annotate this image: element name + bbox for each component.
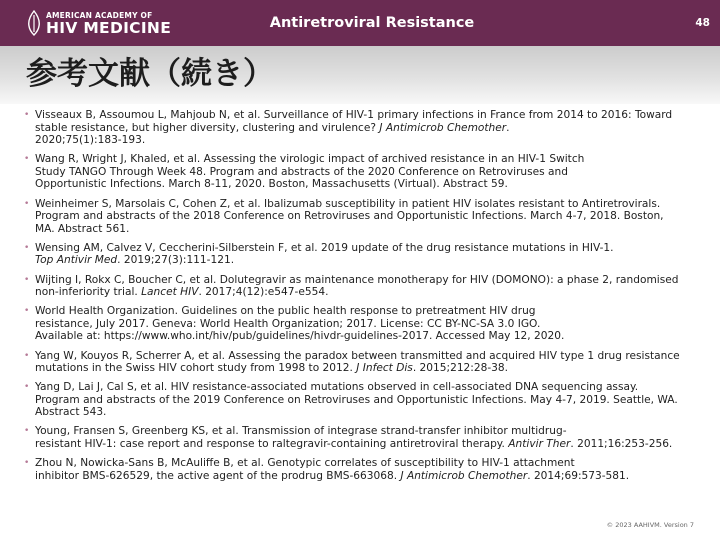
reference-citation: World Health Organization. Guidelines on the public health response to pretreatment HIV drug resistance, July 2017. Geneva: World Health Organization; 2017. License: CC BY-NC-SA 3.0 IGO. Available at: https://www.who.int/hiv/pub/guidelines/hivdr-guidelines-2017. Accessed May 12, 2020. — [35, 305, 565, 343]
reference-item — [22, 350, 712, 375]
bullet-icon: • — [24, 154, 30, 165]
reference-citation: Yang D, Lai J, Cal S, et al. HIV resistance-associated mutations observed in cell-associated DNA sequencing assay. Program and abstracts of the 2019 Conference on Retroviruses and Opportunistic Infections. May 4-7, 2019. Seattle, WA. Abstract 543. — [35, 381, 678, 419]
bullet-icon: • — [24, 198, 30, 209]
journal-name: J Antimicrob Chemother — [379, 121, 507, 134]
reference-volume: . 2011;16:253-256. — [570, 438, 673, 451]
reference-volume: . 2015;212:28-38. — [412, 362, 509, 375]
reference-item — [22, 381, 712, 419]
reference-citation: Wijting I, Rokx C, Boucher C, et al. Dolutegravir as maintenance monotherapy for HIV (DOMONO): a phase 2, randomised non-inferiority trial. — [35, 273, 679, 299]
journal-name: Lancet HIV — [141, 286, 199, 299]
logo-org-name: HIV MEDICINE — [46, 19, 172, 37]
reference-text — [35, 425, 672, 450]
bullet-icon: • — [24, 382, 30, 393]
reference-text — [35, 109, 672, 146]
reference-item — [22, 109, 712, 147]
reference-text — [35, 457, 629, 482]
reference-volume: . 2017;4(12):e547-e554. — [198, 286, 329, 299]
reference-citation: Young, Fransen S, Greenberg KS, et al. Transmission of integrase strand-transfer inhibitor multidrug- resistant HIV-1: case report and response to raltegravir-containing antiretroviral therapy. — [35, 425, 567, 451]
reference-citation: Yang W, Kouyos R, Scherrer A, et al. Assessing the paradox between transmitted and acquired HIV type 1 drug resistance mutations in the Swiss HIV cohort study from 1998 to 2012. — [35, 349, 680, 375]
reference-item — [22, 305, 712, 343]
reference-item — [22, 198, 712, 236]
copyright-notice: © 2023 AAHIVM. Version 7 — [606, 521, 694, 529]
reference-text — [35, 381, 678, 418]
reference-text — [35, 350, 680, 375]
journal-name: J Antimicrob Chemother — [400, 469, 528, 482]
reference-text — [35, 242, 614, 267]
reference-citation: Visseaux B, Assoumou L, Mahjoub N, et al. Surveillance of HIV-1 primary infections in France from 2014 to 2016: Toward stable resistance, but higher diversity, clustering and virulence? — [35, 109, 673, 134]
reference-item — [22, 242, 712, 267]
journal-name: Antivir Ther — [508, 438, 571, 451]
reference-item — [22, 425, 712, 450]
reference-volume: . 2020;75(1):183-193. — [35, 121, 510, 147]
bullet-icon: • — [24, 306, 30, 317]
reference-text — [35, 198, 664, 235]
reference-list — [22, 109, 712, 489]
reference-text — [35, 153, 584, 190]
bullet-icon: • — [24, 458, 30, 469]
reference-item — [22, 457, 712, 482]
page-number: 48 — [695, 17, 710, 29]
bullet-icon: • — [24, 426, 30, 437]
reference-citation: Zhou N, Nowicka-Sans B, McAuliffe B, et al. Genotypic correlates of susceptibility to HIV-1 attachment inhibitor BMS-626529, the active agent of the prodrug BMS-663068. — [35, 457, 575, 482]
logo-org-line: AMERICAN ACADEMY OF — [46, 11, 153, 20]
header-bar — [0, 0, 720, 46]
reference-text — [35, 274, 679, 299]
journal-name: Top Antivir Med — [35, 254, 118, 267]
reference-volume: . 2014;69:573-581. — [527, 469, 630, 482]
reference-citation: Wang R, Wright J, Khaled, et al. Assessing the virologic impact of archived resistance in an HIV-1 Switch Study TANGO Through Week 48. Program and abstracts of the 2020 Conference on Retroviruses and Opportunistic Infections. March 8-11, 2020. Boston, Massachusetts (Virtual). Abstract 59. — [35, 153, 585, 191]
bullet-icon: • — [24, 242, 30, 253]
bullet-icon: • — [24, 110, 30, 120]
bullet-icon: • — [24, 350, 30, 361]
reference-text — [35, 305, 564, 342]
slide-title: 参考文献（続き） — [26, 56, 274, 92]
bullet-icon: • — [24, 274, 30, 285]
reference-citation: Weinheimer S, Marsolais C, Cohen Z, et al. Ibalizumab susceptibility in patient HIV isolates resistant to Antiretrovirals. Program and abstracts of the 2018 Conference on Retroviruses and Opportunistic Infections. March 4-7, 2018. Boston, MA. Abstract 561. — [35, 197, 664, 235]
journal-name: J Infect Dis — [356, 362, 413, 375]
section-title: Antiretroviral Resistance — [269, 15, 475, 31]
reference-volume: . 2019;27(3):111-121. — [117, 254, 235, 267]
reference-citation: Wensing AM, Calvez V, Ceccherini-Silberstein F, et al. 2019 update of the drug resistance mutations in HIV-1. — [35, 241, 614, 254]
reference-item — [22, 153, 712, 191]
reference-item — [22, 274, 712, 299]
